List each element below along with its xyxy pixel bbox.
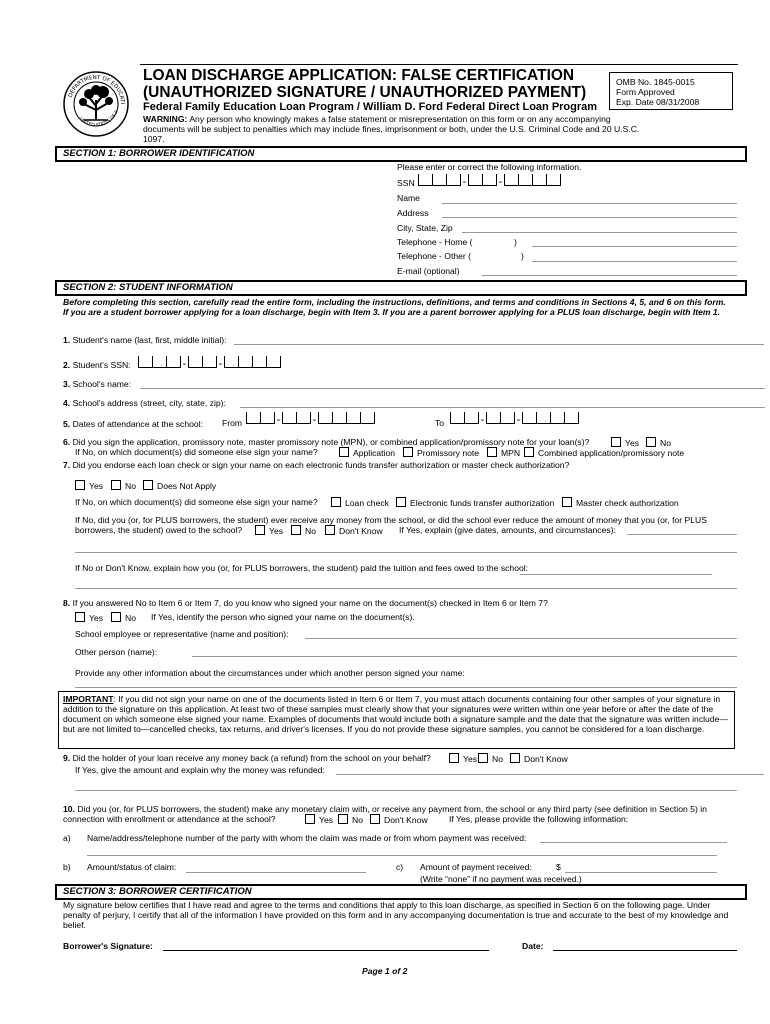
q7-no[interactable]: No bbox=[111, 480, 136, 491]
important-text bbox=[63, 694, 731, 734]
q5: 5. Dates of attendance at the school: bbox=[63, 419, 203, 429]
address-label: Address bbox=[397, 208, 429, 218]
phone-other-field[interactable] bbox=[532, 261, 737, 262]
q9-dont-know[interactable]: Don't Know bbox=[510, 753, 568, 764]
q8-yes-identify: If Yes, identify the person who signed your name on the document(s). bbox=[151, 612, 415, 622]
q8-other: Other person (name): bbox=[75, 647, 158, 657]
q10a: Name/address/telephone number of the party with whom the claim was made or from whom payment was received: bbox=[87, 833, 527, 843]
q7-money-yes[interactable]: Yes bbox=[255, 525, 283, 536]
q7-opt-master[interactable]: Master check authorization bbox=[562, 497, 679, 508]
q10-dont-know[interactable]: Don't Know bbox=[370, 814, 428, 825]
q10a-field[interactable] bbox=[540, 842, 727, 843]
q9-yes[interactable]: Yes bbox=[449, 753, 477, 764]
q10c-label: c) bbox=[396, 862, 404, 872]
q7-yes[interactable]: Yes bbox=[75, 480, 103, 491]
q10-yes-info: If Yes, please provide the following information: bbox=[449, 814, 629, 824]
q8-provide: Provide any other information about the circumstances under which another person signed your name: bbox=[75, 668, 465, 678]
q7-does-not-apply[interactable]: Does Not Apply bbox=[143, 480, 216, 491]
q7-opt-check[interactable]: Loan check bbox=[331, 497, 389, 508]
q8-other-field[interactable] bbox=[192, 656, 737, 657]
q7-explain-field[interactable] bbox=[627, 534, 737, 535]
q8-yes[interactable]: Yes bbox=[75, 612, 103, 623]
q7-tuition-field2[interactable] bbox=[75, 588, 737, 589]
important-body: : If you did not sign your name on one of the documents listed in Item 6 or Item 7, you must attach documents containing four other samples of your signature in addition to the signature on this application. At least two of these samples must clearly show that your signatures were written within one year before or after the date of the document on which someone else signed your name. Examples of documents that would include both a signature sample and the date that the signature was written include—but are not limited to—cancelled checks, tax returns, and driver's licenses. If you do not provide these signature samples, you cannot be considered for a loan discharge. bbox=[63, 694, 728, 734]
q7-money: If No, did you (or, for PLUS borrowers, the student) ever receive any money from the school, or did the school ever reduce the amount of money that you (or, for PLUS borrowers, the student) owed to the school? bbox=[75, 515, 707, 535]
warning-label: WARNING: bbox=[143, 114, 188, 124]
q7-money-explain: If Yes, explain (give dates, amounts, and circumstances): bbox=[399, 525, 616, 535]
q2: 2. Student's SSN: bbox=[63, 360, 131, 370]
q7: 7. Did you endorse each loan check or sign your name on each electronic funds transfer authorization or master check authorization? bbox=[63, 460, 570, 470]
q8-provide-field[interactable] bbox=[75, 687, 737, 688]
q9-field[interactable] bbox=[336, 774, 764, 775]
phone-home-field[interactable] bbox=[532, 246, 737, 247]
warning-body: Any person who knowingly makes a false statement or misrepresentation on this form or on any accompanying documents will be subject to penalties which may include fines, imprisonment or both, under the U.S. Criminal Code and 20 U.S.C. 1097. bbox=[143, 114, 640, 144]
city-field[interactable] bbox=[462, 232, 737, 233]
q10-yes[interactable]: Yes bbox=[305, 814, 333, 825]
q10c-note: (Write “none” if no payment was received.) bbox=[420, 874, 582, 884]
section2-header: SECTION 2: STUDENT INFORMATION bbox=[55, 280, 747, 296]
section3-header: SECTION 3: BORROWER CERTIFICATION bbox=[55, 884, 747, 900]
phone-home-label: Telephone - Home ( bbox=[397, 237, 473, 247]
q6-yes[interactable]: Yes bbox=[611, 437, 639, 448]
q6-opt-combined[interactable]: Combined application/promissory note bbox=[524, 447, 684, 458]
q7-sub: If No, on which document(s) did someone else sign your name? bbox=[75, 497, 318, 507]
q6-no[interactable]: No bbox=[646, 437, 671, 448]
name-field[interactable] bbox=[442, 203, 737, 204]
q7-money-no[interactable]: No bbox=[291, 525, 316, 536]
date-field[interactable] bbox=[553, 950, 737, 951]
signature-label: Borrower's Signature: bbox=[63, 941, 153, 951]
name-label: Name bbox=[397, 193, 420, 203]
ssn-input[interactable]: - - bbox=[418, 174, 561, 186]
form-title-line2: (UNAUTHORIZED SIGNATURE / UNAUTHORIZED PAYMENT) bbox=[143, 84, 587, 101]
q10a-label: a) bbox=[63, 833, 71, 843]
department-seal bbox=[62, 70, 130, 138]
q10c: Amount of payment received: bbox=[420, 862, 532, 872]
q1: 1. Student's name (last, first, middle initial): bbox=[63, 335, 227, 345]
svg-text:DEPARTMENT OF EDUCATION: DEPARTMENT OF EDUCATI bbox=[67, 74, 126, 105]
signature-field[interactable] bbox=[163, 950, 489, 951]
q10a-field2[interactable] bbox=[87, 855, 717, 856]
date-label: Date: bbox=[522, 941, 544, 951]
q4-field[interactable] bbox=[240, 407, 765, 408]
form-subtitle: Federal Family Education Loan Program / William D. Ford Federal Direct Loan Program bbox=[143, 101, 598, 113]
q4: 4. School's address (street, city, state, zip): bbox=[63, 398, 226, 408]
q9-sub: If Yes, give the amount and explain why the money was refunded: bbox=[75, 765, 325, 775]
q8: 8. If you answered No to Item 6 or Item 7, do you know who signed your name on the document(s) checked in Item 6 or Item 7? bbox=[63, 598, 548, 608]
page-number: Page 1 of 2 bbox=[362, 966, 408, 976]
phone-home-paren: ) bbox=[514, 237, 517, 247]
top-rule bbox=[140, 64, 738, 65]
q7-tuition: If No or Don't Know, explain how you (or, for PLUS borrowers, the student) paid the tuition and fees owed to the school: bbox=[75, 563, 529, 573]
form-approved: Form Approved bbox=[616, 87, 675, 97]
omb-number: OMB No. 1845-0015 bbox=[616, 77, 695, 87]
important-label: IMPORTANT bbox=[63, 694, 114, 704]
from-label: From bbox=[222, 418, 243, 428]
q10c-field[interactable] bbox=[565, 872, 717, 873]
q8-school-field[interactable] bbox=[305, 638, 737, 639]
phone-other-paren: ) bbox=[521, 251, 524, 261]
dollar-sign: $ bbox=[556, 862, 561, 872]
q3: 3. School's name: bbox=[63, 379, 132, 389]
q7-tuition-field[interactable] bbox=[520, 574, 712, 575]
q9-field2[interactable] bbox=[75, 790, 737, 791]
q6-sub: If No, on which document(s) did someone else sign your name? bbox=[75, 447, 318, 457]
q7-explain-field2[interactable] bbox=[75, 552, 737, 553]
address-field[interactable] bbox=[442, 217, 737, 218]
email-field[interactable] bbox=[482, 275, 737, 276]
q10: 10. Did you (or, for PLUS borrowers, the student) make any monetary claim with, or receive any payment from, the school or any third party (see definition in Section 5) in connection with enrollment or attendance at the school? bbox=[63, 804, 707, 824]
student-ssn-input[interactable]: - - bbox=[138, 356, 281, 368]
q3-field[interactable] bbox=[140, 388, 765, 389]
from-date-input[interactable]: - - bbox=[246, 412, 375, 424]
expiration-date: Exp. Date 08/31/2008 bbox=[616, 97, 700, 107]
q10-no[interactable]: No bbox=[338, 814, 363, 825]
to-date-input[interactable]: - - bbox=[450, 412, 579, 424]
q10b: Amount/status of claim: bbox=[87, 862, 177, 872]
section1-header: SECTION 1: BORROWER IDENTIFICATION bbox=[55, 146, 747, 162]
ssn-label: SSN bbox=[397, 178, 415, 188]
q6: 6. Did you sign the application, promissory note, master promissory note (MPN), or combined application/promissory note for your loan(s)? bbox=[63, 437, 590, 447]
section1-intro: Please enter or correct the following information. bbox=[397, 162, 582, 172]
form-title-line1: LOAN DISCHARGE APPLICATION: FALSE CERTIFICATION bbox=[143, 67, 575, 84]
email-label: E-mail (optional) bbox=[397, 266, 460, 276]
svg-text:UNITED STATES OF AMERICA: UNITED STATES OF A bbox=[77, 109, 120, 129]
q8-no[interactable]: No bbox=[111, 612, 136, 623]
q7-money-dont-know[interactable]: Don't Know bbox=[325, 525, 383, 536]
q7-opt-eft[interactable]: Electronic funds transfer authorization bbox=[396, 497, 554, 508]
city-label: City, State, Zip bbox=[397, 223, 453, 233]
phone-other-label: Telephone - Other ( bbox=[397, 251, 472, 261]
q6-opt-promissory[interactable]: Promissory note bbox=[403, 447, 479, 458]
q6-opt-application[interactable]: Application bbox=[339, 447, 395, 458]
q1-field[interactable] bbox=[234, 344, 764, 345]
q10b-label: b) bbox=[63, 862, 71, 872]
q10b-field[interactable] bbox=[186, 872, 366, 873]
q9-no[interactable]: No bbox=[478, 753, 503, 764]
section3-text: My signature below certifies that I have read and agree to the terms and conditions that apply to this loan discharge, as specified in Section 6 on the following page. Under penalty of perjury, I certify that all of the information I have provided on this form and in any accompanying documentation is true and accurate to the best of my knowledge and belief. bbox=[63, 900, 729, 930]
section2-intro: Before completing this section, carefully read the entire form, including the instructions, definitions, and terms and conditions in Sections 4, 5, and 6 on this form. If you are a student borrower applying for a loan discharge, begin with Item 3. If you are a parent borrower applying for a PLUS loan discharge, begin with Item 1. bbox=[63, 297, 726, 317]
q9: 9. Did the holder of your loan receive any money back (a refund) from the school on your behalf? bbox=[63, 753, 431, 763]
q8-school: School employee or representative (name and position): bbox=[75, 629, 289, 639]
warning-text bbox=[143, 114, 643, 144]
q6-opt-mpn[interactable]: MPN bbox=[487, 447, 520, 458]
to-label: To bbox=[435, 418, 445, 428]
